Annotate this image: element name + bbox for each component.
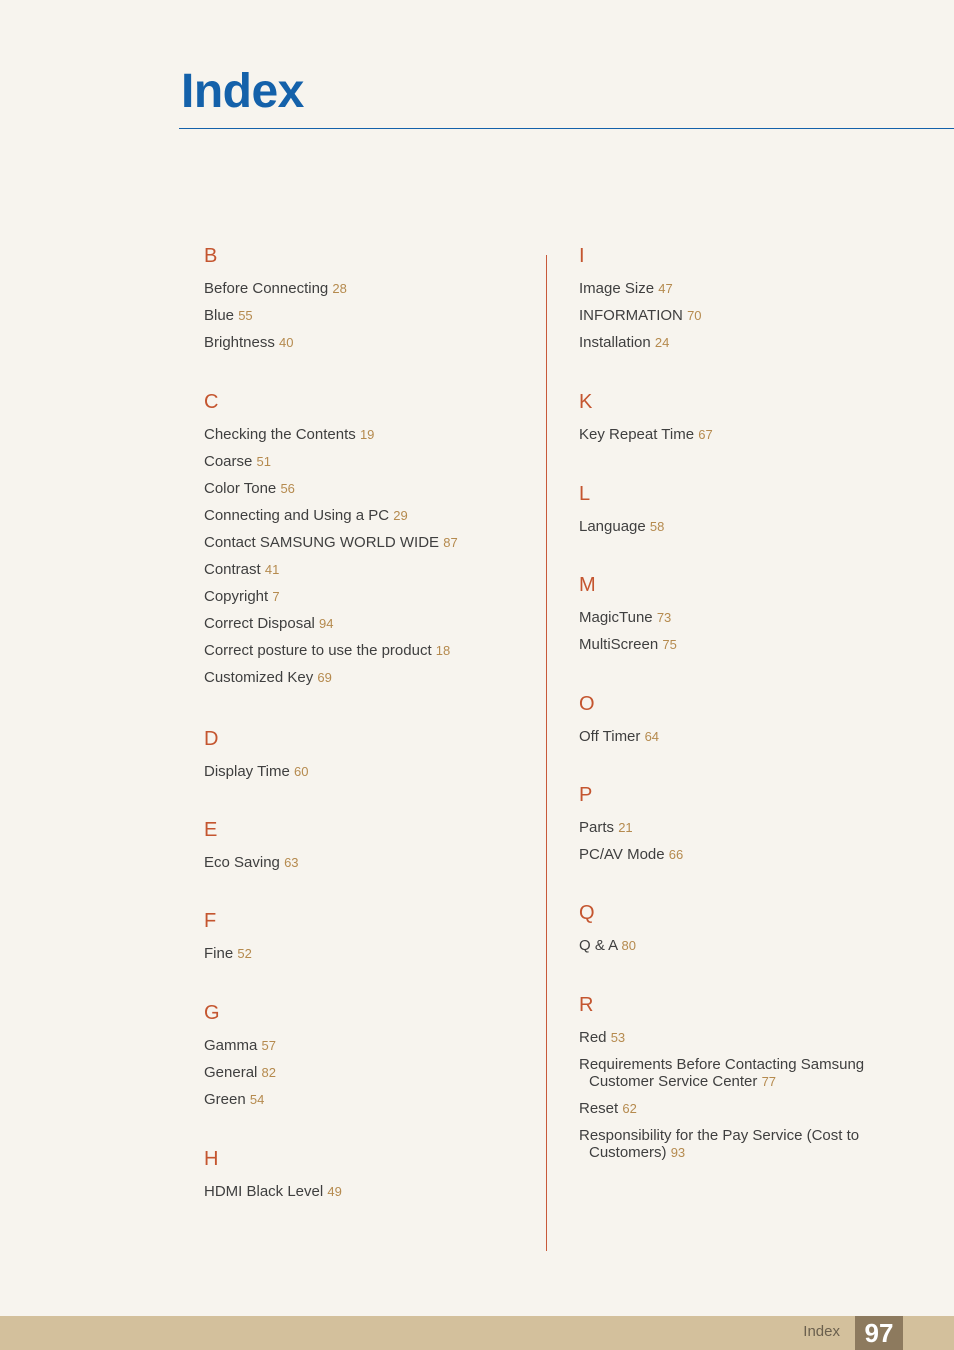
page-number: 97 <box>855 1316 903 1350</box>
index-entry[interactable] <box>579 609 677 626</box>
index-entry[interactable] <box>204 615 458 632</box>
index-entry-text: Green <box>204 1091 246 1108</box>
index-group-o <box>579 690 659 745</box>
index-entry[interactable] <box>579 307 702 324</box>
index-entry[interactable] <box>204 642 458 659</box>
index-entry-text: Red <box>579 1029 607 1046</box>
index-entry-text-line2: Customers) <box>589 1144 667 1161</box>
index-page-number[interactable]: 29 <box>393 508 408 523</box>
index-entry-text: Color Tone <box>204 480 277 497</box>
index-page-number[interactable]: 82 <box>261 1065 277 1080</box>
index-group-e <box>204 816 299 871</box>
index-page-number[interactable]: 63 <box>284 855 299 870</box>
index-entry-text: Customized Key <box>204 669 314 686</box>
index-entry[interactable] <box>204 669 458 686</box>
index-group-d <box>204 725 309 780</box>
index-letter: H <box>204 1148 219 1170</box>
index-entry-text: Image Size <box>579 280 655 297</box>
index-page-number[interactable]: 51 <box>256 454 271 469</box>
index-letter: F <box>204 910 217 932</box>
index-entry[interactable] <box>579 334 702 351</box>
index-page-number[interactable]: 58 <box>649 519 665 534</box>
index-letter: D <box>204 728 219 750</box>
index-entry-text: Brightness <box>204 334 275 351</box>
index-entry[interactable] <box>204 854 299 871</box>
index-entry-text: Reset <box>579 1100 619 1117</box>
index-page-number[interactable]: 77 <box>761 1074 777 1089</box>
index-entry-text: Language <box>579 518 646 535</box>
column-divider <box>546 255 547 1251</box>
index-entry-text: Checking the Contents <box>204 426 356 443</box>
index-group-r <box>579 991 864 1161</box>
index-entry-text: Off Timer <box>579 728 641 745</box>
index-entry-continuation <box>579 1144 864 1161</box>
index-entry[interactable] <box>204 534 458 551</box>
index-entry-text: INFORMATION <box>579 307 683 324</box>
index-entry-text: Requirements Before Contacting Samsung <box>579 1056 865 1073</box>
index-entry-text: HDMI Black Level <box>204 1183 324 1200</box>
index-entry-text: Fine <box>204 945 234 962</box>
index-entry[interactable] <box>579 426 713 443</box>
footer-section-label: Index <box>803 1323 840 1340</box>
index-page-number[interactable]: 53 <box>610 1030 626 1045</box>
index-letter: K <box>579 391 593 413</box>
index-entry[interactable] <box>579 937 636 954</box>
index-entry[interactable] <box>204 453 458 470</box>
index-entry[interactable] <box>579 1029 864 1046</box>
index-group-i <box>579 242 702 351</box>
index-entry[interactable] <box>579 819 683 836</box>
index-page-number[interactable]: 18 <box>435 643 451 658</box>
index-group-h <box>204 1145 342 1200</box>
index-page-number[interactable]: 41 <box>264 562 280 577</box>
index-page-number[interactable]: 56 <box>280 481 295 496</box>
index-entry[interactable] <box>579 280 702 297</box>
index-page-number[interactable]: 7 <box>272 589 280 604</box>
page-title: Index <box>181 65 304 118</box>
index-entry-text: Contact SAMSUNG WORLD WIDE <box>204 534 440 551</box>
index-entry[interactable] <box>204 1037 276 1054</box>
index-entry-text: Before Connecting <box>204 280 329 297</box>
index-page-number[interactable]: 93 <box>670 1145 686 1160</box>
index-entry-text: Display Time <box>204 763 290 780</box>
index-page-number[interactable]: 75 <box>662 637 677 652</box>
index-entry[interactable] <box>579 1100 864 1117</box>
index-entry-text: Coarse <box>204 453 253 470</box>
index-page-number[interactable]: 47 <box>658 281 673 296</box>
index-entry-text: MultiScreen <box>579 636 659 653</box>
index-entry-text: Parts <box>579 819 615 836</box>
index-page-number[interactable]: 28 <box>332 281 347 296</box>
index-page-number[interactable]: 70 <box>687 308 702 323</box>
index-letter: O <box>579 693 595 715</box>
index-letter: E <box>204 819 218 841</box>
index-group-k <box>579 388 713 443</box>
index-page-number[interactable]: 94 <box>319 616 334 631</box>
index-page-number[interactable]: 66 <box>668 847 684 862</box>
index-entry[interactable] <box>204 480 458 497</box>
index-entry-text: Q & A <box>579 937 618 954</box>
index-group-f <box>204 907 252 962</box>
index-page-number[interactable]: 24 <box>654 335 670 350</box>
index-group-m <box>579 571 677 653</box>
index-entry-text: Eco Saving <box>204 854 280 871</box>
index-entry[interactable] <box>579 636 677 653</box>
index-entry-text: MagicTune <box>579 609 653 626</box>
index-letter: R <box>579 994 594 1016</box>
index-page-number[interactable]: 57 <box>261 1038 276 1053</box>
index-entry[interactable] <box>579 1127 864 1161</box>
index-group-g <box>204 999 276 1108</box>
index-entry-text: General <box>204 1064 258 1081</box>
index-entry-text: PC/AV Mode <box>579 846 665 863</box>
index-entry[interactable] <box>204 507 458 524</box>
index-page-number[interactable]: 87 <box>443 535 458 550</box>
index-entry[interactable] <box>204 307 347 324</box>
index-page-number[interactable]: 73 <box>656 610 672 625</box>
index-page-number[interactable]: 55 <box>238 308 253 323</box>
index-group-p <box>579 781 683 863</box>
index-page-number[interactable]: 60 <box>294 764 309 779</box>
index-entry[interactable] <box>204 280 347 297</box>
index-letter: G <box>204 1002 220 1024</box>
index-entry[interactable] <box>204 561 458 578</box>
index-entry[interactable] <box>579 846 683 863</box>
index-entry[interactable] <box>204 426 458 443</box>
index-group-c <box>204 388 458 686</box>
index-entry-text: Connecting and Using a PC <box>204 507 390 524</box>
index-page-number[interactable]: 69 <box>317 670 332 685</box>
index-page-number[interactable]: 64 <box>644 729 660 744</box>
index-page-number[interactable]: 52 <box>237 946 252 961</box>
index-group-l <box>579 480 664 535</box>
title-rule <box>179 128 954 129</box>
index-entry[interactable] <box>579 1056 864 1090</box>
index-entry-text: Gamma <box>204 1037 258 1054</box>
index-page-number[interactable]: 19 <box>359 427 375 442</box>
index-group-q <box>579 899 636 954</box>
index-letter: P <box>579 784 593 806</box>
index-page-number[interactable]: 21 <box>618 820 633 835</box>
index-letter: B <box>204 245 218 267</box>
index-page-number[interactable]: 49 <box>327 1184 342 1199</box>
index-entry[interactable] <box>204 1183 342 1200</box>
index-entry-text: Contrast <box>204 561 261 578</box>
index-letter: Q <box>579 902 595 924</box>
index-entry-text-line2: Customer Service Center <box>589 1073 758 1090</box>
index-entry[interactable] <box>579 518 664 535</box>
index-entry[interactable] <box>204 1091 276 1108</box>
index-entry-text: Blue <box>204 307 235 324</box>
index-entry[interactable] <box>579 728 659 745</box>
index-letter: I <box>579 245 585 267</box>
index-entry-continuation <box>579 1073 864 1090</box>
index-entry-text: Copyright <box>204 588 269 605</box>
index-page-number[interactable]: 80 <box>621 938 636 953</box>
index-entry[interactable] <box>204 588 458 605</box>
index-letter: M <box>579 574 596 596</box>
index-letter: L <box>579 483 591 505</box>
index-entry[interactable] <box>204 1064 276 1081</box>
footer-bar <box>0 1316 954 1350</box>
index-group-b <box>204 242 347 351</box>
index-entry-text: Correct Disposal <box>204 615 315 632</box>
index-page-number[interactable]: 54 <box>249 1092 265 1107</box>
index-page-number[interactable]: 67 <box>698 427 713 442</box>
index-entry-text: Installation <box>579 334 651 351</box>
index-entry[interactable] <box>204 945 252 962</box>
index-page-number[interactable]: 62 <box>622 1101 637 1116</box>
index-entry-text: Key Repeat Time <box>579 426 695 443</box>
index-letter: C <box>204 391 219 413</box>
index-entry-text: Correct posture to use the product <box>204 642 432 659</box>
index-entry[interactable] <box>204 763 309 780</box>
index-page-number[interactable]: 40 <box>279 335 294 350</box>
index-entry[interactable] <box>204 334 347 351</box>
index-entry-text: Responsibility for the Pay Service (Cost to <box>579 1127 860 1144</box>
